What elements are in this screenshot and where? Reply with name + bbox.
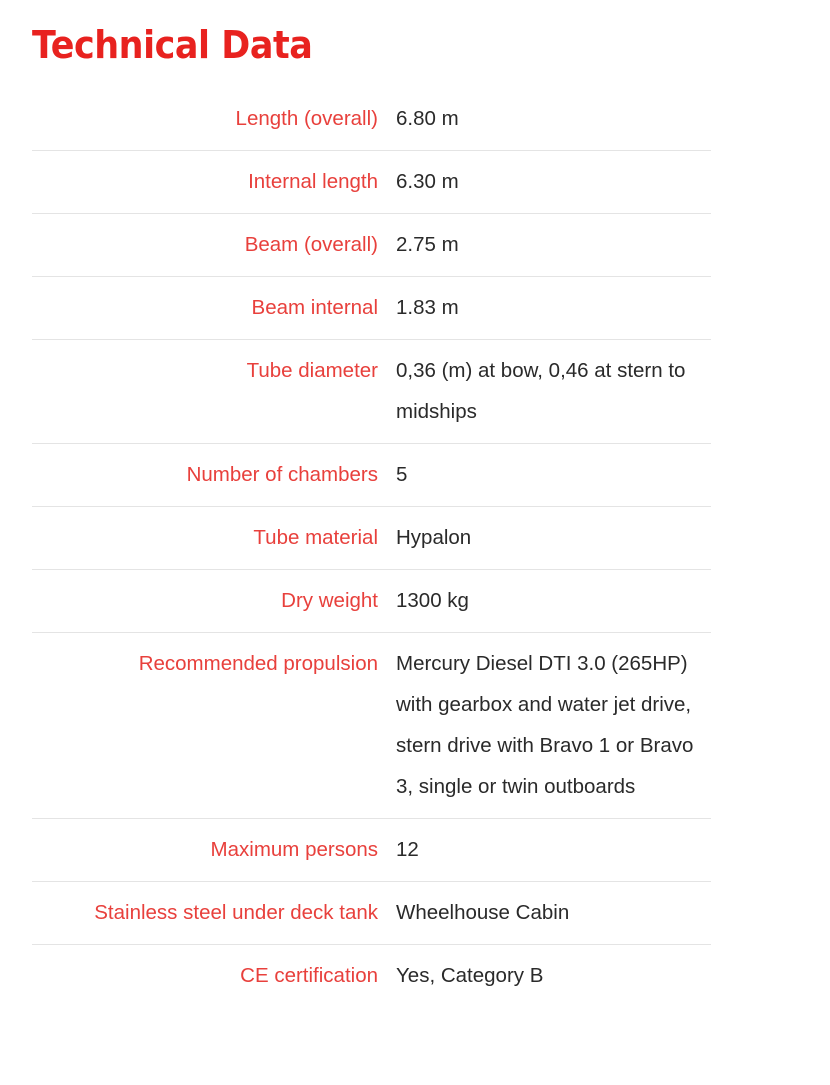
table-row xyxy=(32,881,711,944)
specifications-table xyxy=(32,88,711,1007)
spec-label: Beam (overall) xyxy=(32,213,395,276)
table-row xyxy=(32,569,711,632)
spec-value: Yes, Category B xyxy=(395,944,711,1007)
spec-label: Tube diameter xyxy=(32,339,395,443)
spec-value: Mercury Diesel DTI 3.0 (265HP) with gearbox and water jet drive, stern drive with Bravo 1 or Bravo 3, single or twin outboards xyxy=(395,632,711,818)
spec-label: Recommended propulsion xyxy=(32,632,395,818)
table-row xyxy=(32,944,711,1007)
spec-value: 1300 kg xyxy=(395,569,711,632)
spec-value: 1.83 m xyxy=(395,276,711,339)
table-row xyxy=(32,276,711,339)
spec-label: Maximum persons xyxy=(32,818,395,881)
spec-label: Dry weight xyxy=(32,569,395,632)
table-row xyxy=(32,150,711,213)
spec-value: 0,36 (m) at bow, 0,46 at stern to midships xyxy=(395,339,711,443)
table-row xyxy=(32,88,711,151)
table-row xyxy=(32,339,711,443)
table-row xyxy=(32,818,711,881)
spec-label: Internal length xyxy=(32,150,395,213)
spec-value: 6.30 m xyxy=(395,150,711,213)
page-title: Technical Data xyxy=(32,23,313,67)
spec-value: Wheelhouse Cabin xyxy=(395,881,711,944)
spec-label: Beam internal xyxy=(32,276,395,339)
table-row xyxy=(32,213,711,276)
table-row xyxy=(32,443,711,506)
spec-value: Hypalon xyxy=(395,506,711,569)
spec-label: Stainless steel under deck tank xyxy=(32,881,395,944)
spec-value: 6.80 m xyxy=(396,106,459,130)
spec-value: 12 xyxy=(395,818,711,881)
table-row xyxy=(32,632,711,818)
spec-label: Tube material xyxy=(32,506,395,569)
spec-label: Length (overall) xyxy=(235,106,378,130)
spec-value: 5 xyxy=(395,443,711,506)
spec-label: CE certification xyxy=(32,944,395,1007)
spec-value: 2.75 m xyxy=(395,213,711,276)
table-row xyxy=(32,506,711,569)
spec-label: Number of chambers xyxy=(32,443,395,506)
